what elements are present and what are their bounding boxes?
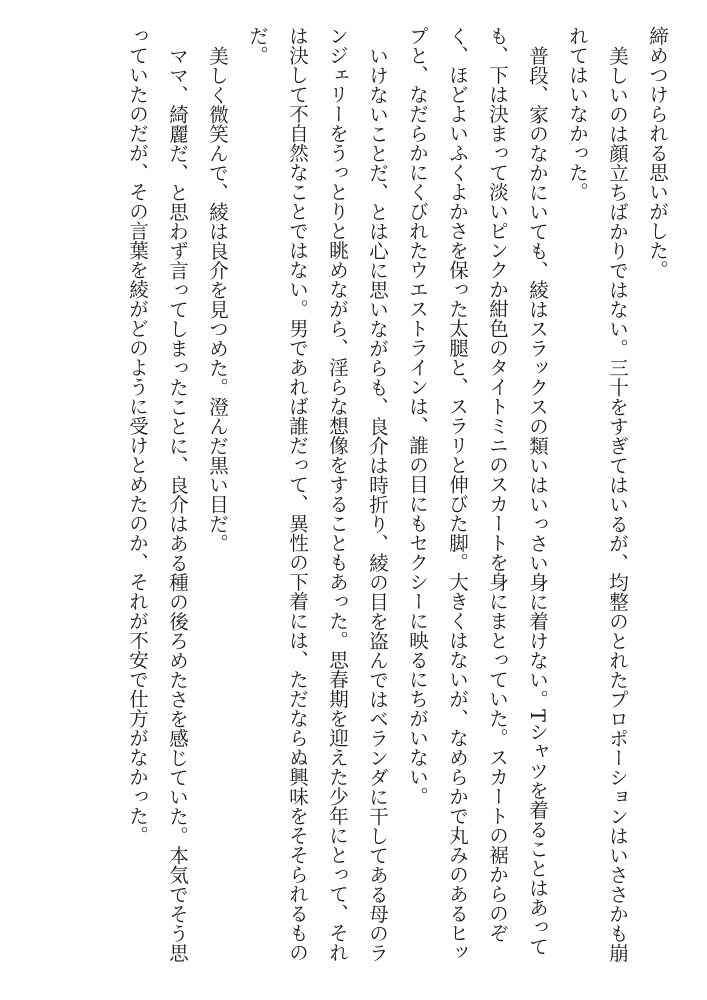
paragraph-4: いけないことだ、とは心に思いながらも、良介は時折り、綾の目を盗んではベランダに干してある母のランジェリーをうっとりと眺めながら、淫らな想像をすることもあった。思春期を迎えた少年にとって、それは決して不自然なことではない。男であれば誰だって、異性の下着には、ただならぬ興味をそそられるものだ。 [246,26,389,962]
paragraph-6: ママ、綺麗だ、と思わず言ってしまったことに、良介はある種の後ろめたさを感じていた。本気でそう思っていたのだが、その言葉を綾がどのように受けとめたのか、それが不安で仕方がなかった。 [126,26,189,962]
paragraph-3: 普段、家のなかにいても、綾はスラックスの類いはいっさい身に着けない。Tシャツを着ることはあっても、下は決まって淡いピンクか紺色のタイトミニのスカートを身にまとっていた。スカートの裾からのぞく、ほどよいふくよかさを保った太腿と、スラリと伸びた脚。大きくはないが、なめらかで丸みのあるヒップと、なだらかにくびれたウエストラインは、誰の目にもセクシーに映るにちがいない。 [406,26,549,962]
paragraph-5: 美しく微笑んで、綾は良介を見つめた。澄んだ黒い目だ。 [206,45,229,553]
paragraph-1: 締めつけられる思いがした。 [646,26,669,280]
vertical-text-body [117,26,677,976]
paragraph-2: 美しいのは顔立ちばかりではない。三十をすぎてはいるが、均整のとれたプロポーションはいささかも崩れてはいなかった。 [566,26,629,962]
